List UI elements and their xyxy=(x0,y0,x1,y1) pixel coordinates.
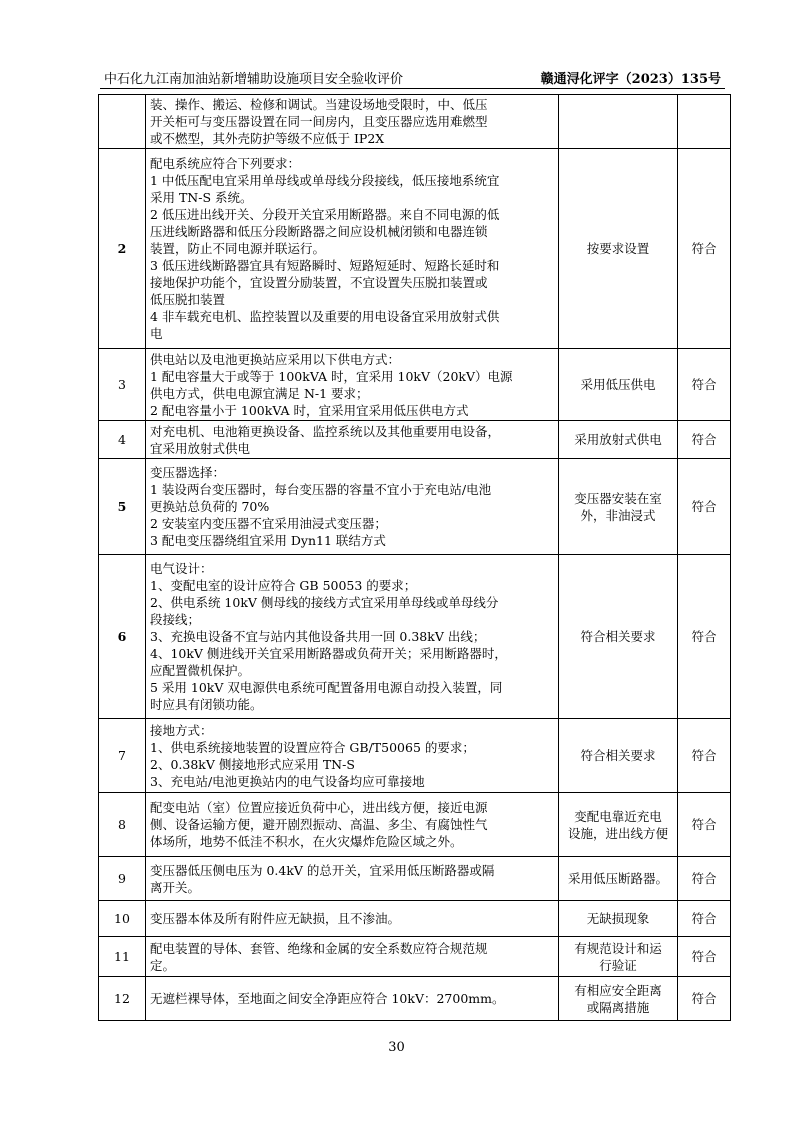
requirement-cell xyxy=(146,349,559,421)
conformity-result: 符合 xyxy=(678,793,731,857)
requirement-line: 对充电机、电池箱更换设备、监控系统以及其他重要用电设备， xyxy=(150,423,501,439)
conformity-result: 符合 xyxy=(678,149,731,349)
requirement-line: 2 配电容量小于 100kVA 时，宜采用宜采用低压供电方式 xyxy=(150,402,469,418)
requirement-cell xyxy=(146,719,559,793)
requirement-line: 1 配电容量大于或等于 100kVA 时，宜采用 10kV（20kV）电源 xyxy=(150,368,513,384)
conformity-result: 符合 xyxy=(678,349,731,421)
actual-situation-line: 有相应安全距离 xyxy=(574,982,662,998)
requirement-line: 接地保护功能个，宜设置分励装置，不宜设置失压脱扣装置或 xyxy=(150,275,488,290)
requirement-line: 3、充换电设备不宜与站内其他设备共用一回 0.38kV 出线； xyxy=(150,629,486,644)
actual-situation-cell: 采用低压供电 xyxy=(559,349,678,421)
requirement-line: 配变电站（室）位置应接近负荷中心，进出线方便，接近电源 xyxy=(150,800,488,815)
requirement-line: 2、0.38kV 侧接地形式应采用 TN-S xyxy=(150,756,355,772)
table-row xyxy=(99,857,731,901)
requirement-line: 体场所，地势不低洼不积水，在火灾爆炸危险区域之外。 xyxy=(150,834,463,849)
requirement-line: 1、供电系统接地装置的设置应符合 GB/T50065 的要求； xyxy=(150,739,475,755)
requirement-line: 宜采用放射式供电 xyxy=(150,440,251,456)
item-number: 9 xyxy=(99,857,146,901)
requirement-line: 1、变配电室的设计应符合 GB 50053 的要求； xyxy=(150,578,417,593)
item-number xyxy=(99,95,146,149)
requirement-line: 变压器选择： xyxy=(150,465,226,480)
conformity-result: 符合 xyxy=(678,421,731,459)
actual-situation-line: 有规范设计和运 xyxy=(574,940,662,956)
requirement-line: 定。 xyxy=(150,957,176,973)
requirement-cell xyxy=(146,459,559,555)
actual-situation-line: 或隔离措施 xyxy=(586,999,650,1015)
requirement-line: 装、操作、搬运、检修和调试。当建设场地受限时，中、低压 xyxy=(150,97,488,112)
requirement-line: 开关柜可与变压器设置在同一间房内，且变压器应选用难燃型 xyxy=(150,114,488,129)
requirement-cell xyxy=(146,937,559,977)
requirement-line: 配电装置的导体、套管、绝缘和金属的安全系数应符合规范规 xyxy=(150,940,488,956)
header-report-title: 中石化九江南加油站新增辅助设施项目安全验收评价 xyxy=(104,72,404,87)
requirement-line: 供电站以及电池更换站应采用以下供电方式： xyxy=(150,351,401,367)
item-number: 2 xyxy=(99,149,146,349)
actual-situation-line: 设施，进出线方便 xyxy=(567,825,668,841)
requirement-line: 1 中低压配电宜采用单母线或单母线分段接线，低压接地系统宜 xyxy=(150,173,500,188)
requirement-line: 2 安装室内变压器不宜采用油浸式变压器； xyxy=(150,516,387,531)
requirement-line: 压进线断路器和低压分段断路器之间应设机械闭锁和电器连锁 xyxy=(150,224,488,239)
table-row xyxy=(99,977,731,1021)
requirement-line: 2 低压进出线开关、分段开关宜采用断路器。来自不同电源的低 xyxy=(150,207,500,222)
actual-situation-line: 变配电靠近充电 xyxy=(574,808,662,824)
item-number: 5 xyxy=(99,459,146,555)
table-row xyxy=(99,901,731,937)
requirement-line: 离开关。 xyxy=(150,879,201,895)
actual-situation-line: 外，非油浸式 xyxy=(580,507,656,523)
actual-situation-cell xyxy=(559,95,678,149)
requirement-line: 更换站总负荷的 70% xyxy=(150,499,270,514)
item-number: 6 xyxy=(99,555,146,719)
requirement-line: 1 装设两台变压器时，每台变压器的容量不宜小于充电站/电池 xyxy=(150,482,492,497)
table-row xyxy=(99,149,731,349)
page-header xyxy=(100,66,725,89)
actual-situation-cell xyxy=(559,459,678,555)
actual-situation-cell: 符合相关要求 xyxy=(559,719,678,793)
actual-situation-line: 行验证 xyxy=(599,957,637,973)
actual-situation-cell xyxy=(559,977,678,1021)
requirement-line: 装置，防止不同电源并联运行。 xyxy=(150,241,326,256)
actual-situation-line: 变压器安装在室 xyxy=(574,490,662,506)
item-number: 11 xyxy=(99,937,146,977)
requirement-cell xyxy=(146,555,559,719)
requirement-line: 供电方式，供电电源宜满足 N-1 要求； xyxy=(150,385,369,401)
requirement-line: 应配置微机保护。 xyxy=(150,663,251,678)
table-row xyxy=(99,719,731,793)
table-row xyxy=(99,555,731,719)
requirement-line: 时应具有闭锁功能。 xyxy=(150,697,263,712)
requirement-line: 侧、设备运输方便，避开剧烈振动、高温、多尘、有腐蚀性气 xyxy=(150,817,488,832)
actual-situation-cell: 按要求设置 xyxy=(559,149,678,349)
item-number: 10 xyxy=(99,901,146,937)
requirement-cell xyxy=(146,421,559,459)
item-number: 3 xyxy=(99,349,146,421)
table-row xyxy=(99,459,731,555)
requirement-cell xyxy=(146,857,559,901)
conformity-result: 符合 xyxy=(678,901,731,937)
requirement-line: 电 xyxy=(150,326,163,341)
table-row xyxy=(99,937,731,977)
requirement-line: 电气设计： xyxy=(150,561,213,576)
page-number: 30 xyxy=(388,1040,405,1055)
requirement-line: 2、供电系统 10kV 侧母线的接线方式宜采用单母线或单母线分 xyxy=(150,595,499,610)
header-report-number: 赣通浔化评字（2023）135号 xyxy=(540,72,721,87)
requirement-line: 配电系统应符合下列要求： xyxy=(150,156,301,171)
requirement-line: 4 非车载充电机、监控装置以及重要的用电设备宜采用放射式供 xyxy=(150,309,500,324)
requirement-line: 变压器本体及所有附件应无缺损，且不渗油。 xyxy=(150,911,401,926)
requirement-cell xyxy=(146,901,559,937)
requirement-line: 变压器低压侧电压为 0.4kV 的总开关，宜采用低压断路器或隔 xyxy=(150,862,495,878)
conformity-result: 符合 xyxy=(678,977,731,1021)
actual-situation-cell: 符合相关要求 xyxy=(559,555,678,719)
requirement-line: 4、10kV 侧进线开关宜采用断路器或负荷开关；采用断路器时， xyxy=(150,646,507,661)
requirement-line: 无遮栏裸导体，至地面之间安全净距应符合 10kV：2700mm。 xyxy=(150,991,505,1006)
requirement-cell xyxy=(146,793,559,857)
actual-situation-cell xyxy=(559,793,678,857)
table-row xyxy=(99,95,731,149)
conformity-result: 符合 xyxy=(678,459,731,555)
requirement-line: 3、充电站/电池更换站内的电气设备均应可靠接地 xyxy=(150,773,425,789)
requirement-line: 5 采用 10kV 双电源供电系统可配置备用电源自动投入装置，同 xyxy=(150,680,503,695)
requirement-cell xyxy=(146,95,559,149)
requirement-line: 3 配电变压器绕组宜采用 Dyn11 联结方式 xyxy=(150,533,386,548)
requirement-cell xyxy=(146,977,559,1021)
actual-situation-cell: 无缺损现象 xyxy=(559,901,678,937)
requirement-line: 接地方式： xyxy=(150,722,213,738)
table-row xyxy=(99,793,731,857)
item-number: 4 xyxy=(99,421,146,459)
item-number: 7 xyxy=(99,719,146,793)
requirement-line: 或不燃型，其外壳防护等级不应低于 IP2X xyxy=(150,131,385,146)
item-number: 12 xyxy=(99,977,146,1021)
table-row xyxy=(99,349,731,421)
requirement-line: 段接线； xyxy=(150,612,201,627)
requirement-cell xyxy=(146,149,559,349)
conformity-result: 符合 xyxy=(678,857,731,901)
actual-situation-cell xyxy=(559,937,678,977)
requirement-line: 采用 TN-S 系统。 xyxy=(150,190,253,205)
conformity-result: 符合 xyxy=(678,937,731,977)
conformity-result: 符合 xyxy=(678,555,731,719)
requirement-line: 低压脱扣装置 xyxy=(150,292,226,307)
item-number: 8 xyxy=(99,793,146,857)
actual-situation-cell: 采用低压断路器。 xyxy=(559,857,678,901)
table-row xyxy=(99,421,731,459)
conformity-result: 符合 xyxy=(678,719,731,793)
evaluation-table xyxy=(98,94,731,1021)
requirement-line: 3 低压进线断路器宜具有短路瞬时、短路短延时、短路长延时和 xyxy=(150,258,500,273)
conformity-result xyxy=(678,95,731,149)
actual-situation-cell: 采用放射式供电 xyxy=(559,421,678,459)
